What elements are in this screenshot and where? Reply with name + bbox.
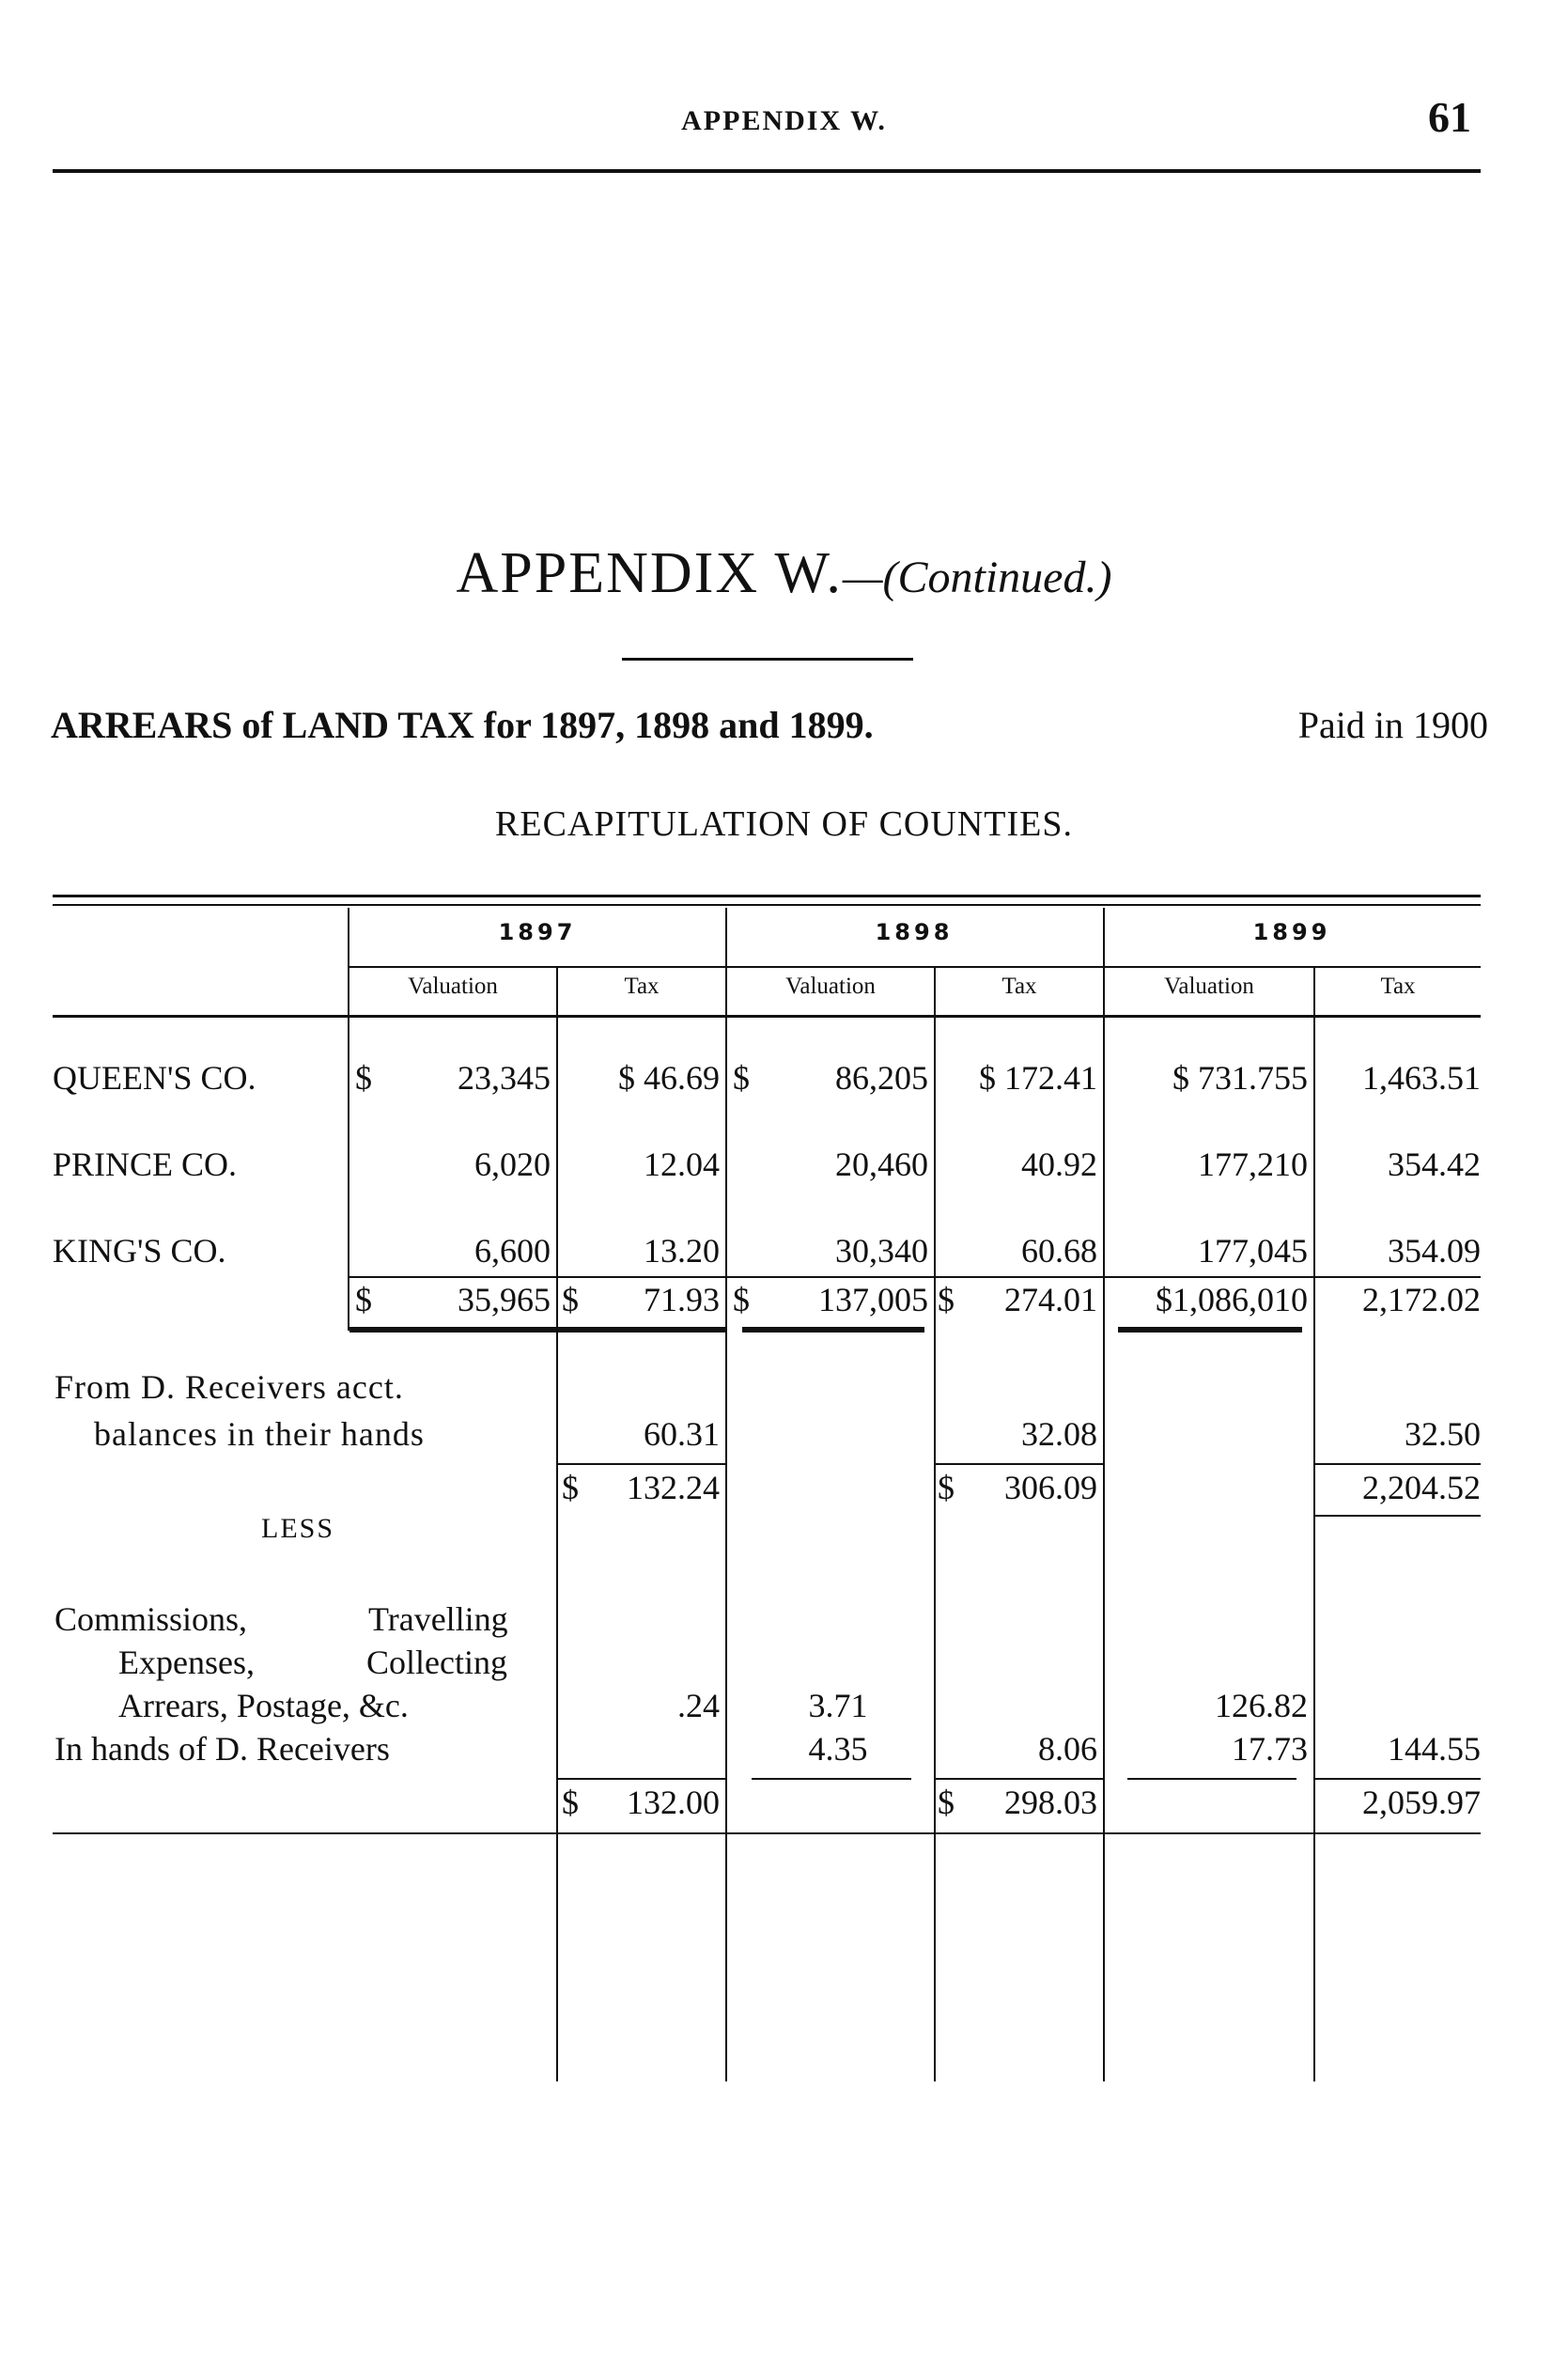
commissions-v1898: 3.71 [808, 1687, 868, 1724]
cell-v1898: 20,460 [835, 1146, 928, 1183]
total-v1899: $1,086,010 [1156, 1281, 1308, 1318]
header-rule [53, 169, 1481, 173]
less-label: LESS [261, 1513, 335, 1544]
col-line-t1897 [725, 908, 727, 2081]
subhead-valuation-1898: Valuation [785, 974, 876, 999]
subhead-tax-1898: Tax [1001, 974, 1037, 999]
subhead-tax-1899: Tax [1380, 974, 1416, 999]
cell-v1897: $ 23,345 [355, 1059, 551, 1097]
cell-v1898: 30,340 [835, 1232, 928, 1270]
header-bottom-rule [53, 1015, 1481, 1018]
total-v1898: $ 137,005 [733, 1281, 928, 1318]
cell-t1899: 354.42 [1388, 1146, 1481, 1183]
cell-v1897: 6,020 [474, 1146, 551, 1183]
receivers-t1899: 32.50 [1405, 1415, 1481, 1453]
subtotal-rule-1899 [1315, 1463, 1481, 1465]
subtotal-rule-1897 [558, 1463, 725, 1465]
cell-v1899: 177,210 [1198, 1146, 1308, 1183]
totals-rule-top [349, 1276, 1481, 1278]
page-number: 61 [1428, 93, 1471, 141]
in-hands-t1899: 144.55 [1388, 1730, 1481, 1768]
subhead-tax-1897: Tax [624, 974, 660, 999]
in-hands-v1899: 17.73 [1232, 1730, 1308, 1768]
final-t1897: $ 132.00 [562, 1784, 720, 1821]
totals-rule-1897 [349, 1327, 725, 1333]
col-line-v1898 [934, 968, 936, 2081]
table-subtitle [51, 703, 1488, 747]
receivers-t1898: 32.08 [1021, 1415, 1097, 1453]
commissions-line2a: Expenses, [118, 1644, 255, 1681]
cell-t1897: $ 46.69 [618, 1059, 720, 1097]
year-rule-1899 [1103, 966, 1481, 968]
total-t1897: $ 71.93 [562, 1281, 720, 1318]
year-rule-1897 [349, 966, 725, 968]
receivers-label-line1: From D. Receivers acct. [54, 1368, 404, 1406]
col-line-label [348, 908, 349, 1331]
receivers-label-line2: balances in their hands [94, 1415, 425, 1453]
table-bottom-rule [53, 1832, 1481, 1834]
subtotal-t1899: 2,204.52 [1362, 1469, 1481, 1506]
commissions-line2b: Collecting [366, 1644, 507, 1681]
receivers-t1897: 60.31 [644, 1415, 720, 1453]
page-title-continued: —(Continued.) [842, 553, 1112, 602]
year-1899: 1899 [1252, 919, 1331, 945]
row-label: KING'S CO. [53, 1232, 226, 1270]
final-rule-1899 [1315, 1778, 1481, 1780]
commissions-line3: Arrears, Postage, &c. [118, 1687, 409, 1724]
subhead-valuation-1899: Valuation [1164, 974, 1254, 999]
in-hands-t1898: 8.06 [1038, 1730, 1097, 1768]
cell-t1898: 40.92 [1021, 1146, 1097, 1183]
subtotal-under-rule-1899 [1315, 1515, 1481, 1517]
row-label: PRINCE CO. [53, 1146, 238, 1183]
in-hands-v1898: 4.35 [808, 1730, 868, 1768]
col-line-v1899 [1313, 968, 1315, 2081]
final-rule-1898 [936, 1778, 1103, 1780]
cell-t1899: 354.09 [1388, 1232, 1481, 1270]
page-title-text: APPENDIX W. [456, 541, 843, 605]
running-title: APPENDIX W. [681, 105, 887, 136]
commissions-line1b: Travelling [368, 1600, 508, 1638]
total-v1897: $ 35,965 [355, 1281, 551, 1318]
subtotal-rule-1898 [936, 1463, 1103, 1465]
cell-v1897: 6,600 [474, 1232, 551, 1270]
commissions-line1a: Commissions, [54, 1600, 248, 1638]
cell-v1899: $ 731.755 [1172, 1059, 1308, 1097]
subhead-valuation-1897: Valuation [408, 974, 498, 999]
subtotal-t1898: $ 306.09 [938, 1469, 1097, 1506]
cell-t1899: 1,463.51 [1362, 1059, 1481, 1097]
total-t1899: 2,172.02 [1362, 1281, 1481, 1318]
table-top-rule-2 [53, 904, 1481, 906]
subtitle-years: ARREARS of LAND TAX for 1897, 1898 and 1899. [51, 704, 874, 746]
in-hands-label: In hands of D. Receivers [54, 1730, 390, 1768]
subtotal-t1897: $ 132.24 [562, 1469, 720, 1506]
cell-t1898: 60.68 [1021, 1232, 1097, 1270]
title-rule [622, 658, 913, 661]
final-rule-1898-valuation [752, 1778, 911, 1780]
final-t1899: 2,059.97 [1362, 1784, 1481, 1821]
final-rule-1899-valuation [1127, 1778, 1296, 1780]
subtitle-paid: Paid in 1900 [1297, 704, 1488, 746]
row-label: QUEEN'S CO. [53, 1059, 256, 1097]
cell-t1897: 12.04 [644, 1146, 720, 1183]
table-top-rule [53, 895, 1481, 897]
cell-t1898: $ 172.41 [979, 1059, 1097, 1097]
final-rule-1897 [558, 1778, 725, 1780]
total-t1898: $ 274.01 [938, 1281, 1097, 1318]
col-line-v1897 [556, 968, 558, 2081]
totals-rule-1898 [742, 1327, 924, 1333]
col-line-t1898 [1103, 908, 1105, 2081]
totals-rule-1899 [1118, 1327, 1302, 1333]
cell-v1899: 177,045 [1198, 1232, 1308, 1270]
commissions-t1897: .24 [677, 1687, 720, 1724]
year-1897: 1897 [498, 919, 577, 945]
recap-heading: RECAPITULATION OF COUNTIES. [495, 804, 1073, 844]
year-rule-1898 [725, 966, 1103, 968]
cell-v1898: $ 86,205 [733, 1059, 928, 1097]
page-title [0, 540, 1568, 607]
cell-t1897: 13.20 [644, 1232, 720, 1270]
commissions-v1899: 126.82 [1215, 1687, 1308, 1724]
final-t1898: $ 298.03 [938, 1784, 1097, 1821]
year-1898: 1898 [875, 919, 954, 945]
